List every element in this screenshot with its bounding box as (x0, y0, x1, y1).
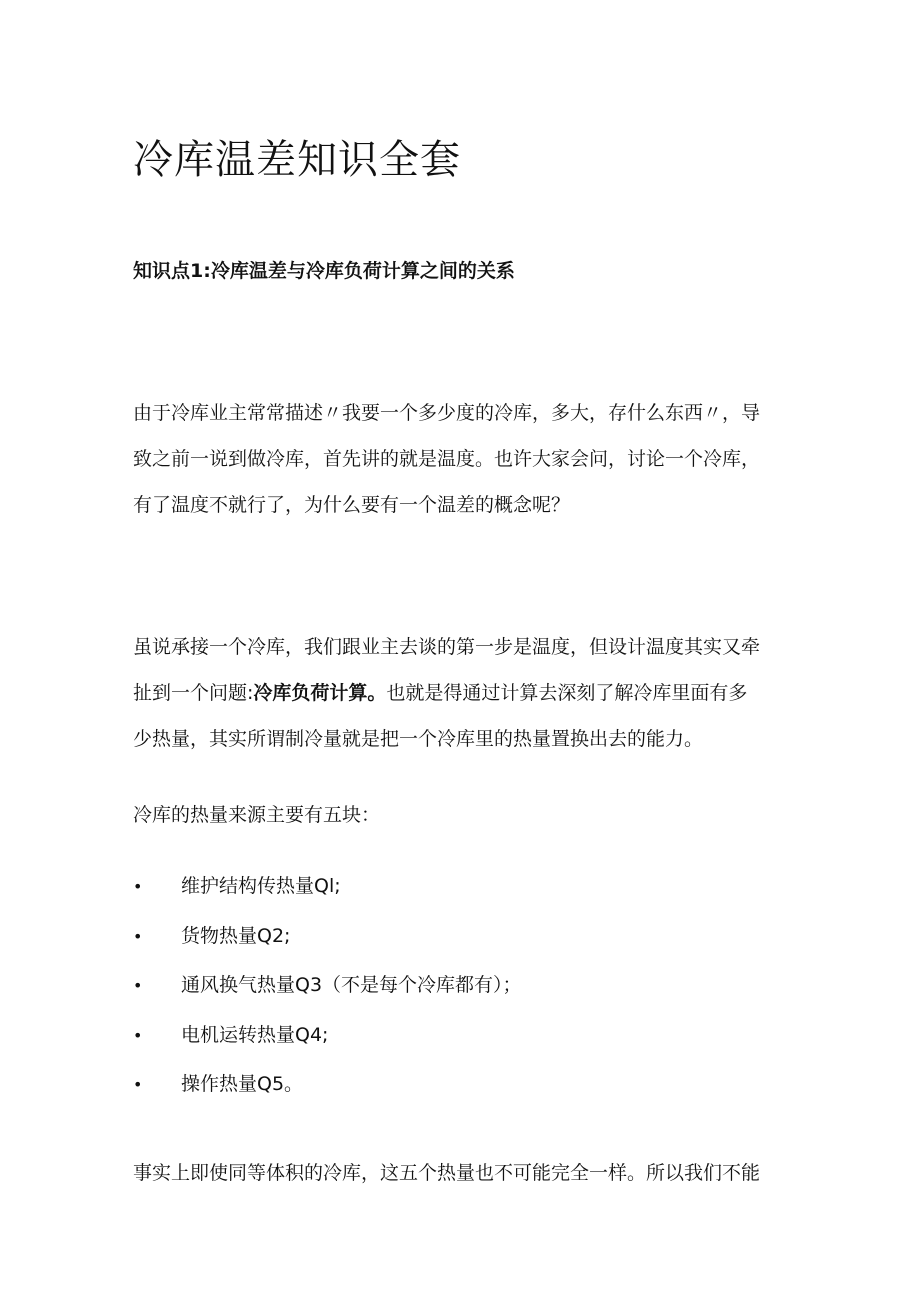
list-item-text: 电机运转热量Q4; (181, 1023, 329, 1046)
bullet-icon: • (133, 926, 143, 946)
list-item-text: 操作热量Q5。 (181, 1073, 304, 1095)
list-item-text: 通风换气热量Q3（不是每个冷库都有）； (181, 974, 522, 996)
paragraph-intro (133, 390, 793, 528)
page-title: 冷库温差知识全套 (133, 137, 461, 183)
paragraph-line: 由于冷库业主常常描述〃我要一个多少度的冷库，多大，存什么东西〃，导 (133, 402, 761, 424)
list-item-text: 维护结构传热量Ql; (181, 875, 341, 897)
paragraph-line: 少热量，其实所谓制冷量就是把一个冷库里的热量置换出去的能力。 (133, 728, 704, 750)
bullet-icon: • (133, 1025, 143, 1045)
paragraph-line: 事实上即使同等体积的冷库，这五个热量也不可能完全一样。所以我们不能 (133, 1162, 761, 1184)
bullet-icon: • (133, 877, 143, 896)
paragraph-line-mixed (133, 670, 793, 716)
paragraph-text: 也就是得通过计算去深刻了解冷库里面有多 (386, 682, 748, 704)
paragraph-line: 有了温度不就行了，为什么要有一个温差的概念呢？ (133, 494, 571, 516)
paragraph-line: 致之前一说到做冷库，首先讲的就是温度。也许大家会问，讨论一个冷库， (133, 448, 761, 470)
bullet-icon: • (133, 1075, 143, 1094)
paragraph-conclusion (133, 1150, 793, 1196)
paragraph-heat-sources-intro (133, 792, 793, 838)
paragraph-load-calculation (133, 624, 793, 762)
paragraph-text: 扯到一个问题: (133, 682, 254, 704)
list-item-text: 货物热量Q2; (181, 924, 291, 947)
paragraph-line: 冷库的热量来源主要有五块： (133, 804, 381, 826)
paragraph-line: 虽说承接一个冷库，我们跟业主去谈的第一步是温度，但设计温度其实又牵 (133, 636, 761, 658)
section-heading: 知识点1:冷库温差与冷库负荷计算之间的关系 (133, 260, 515, 282)
bullet-icon: • (133, 976, 143, 995)
bold-term: 冷库负荷计算。 (253, 682, 387, 704)
